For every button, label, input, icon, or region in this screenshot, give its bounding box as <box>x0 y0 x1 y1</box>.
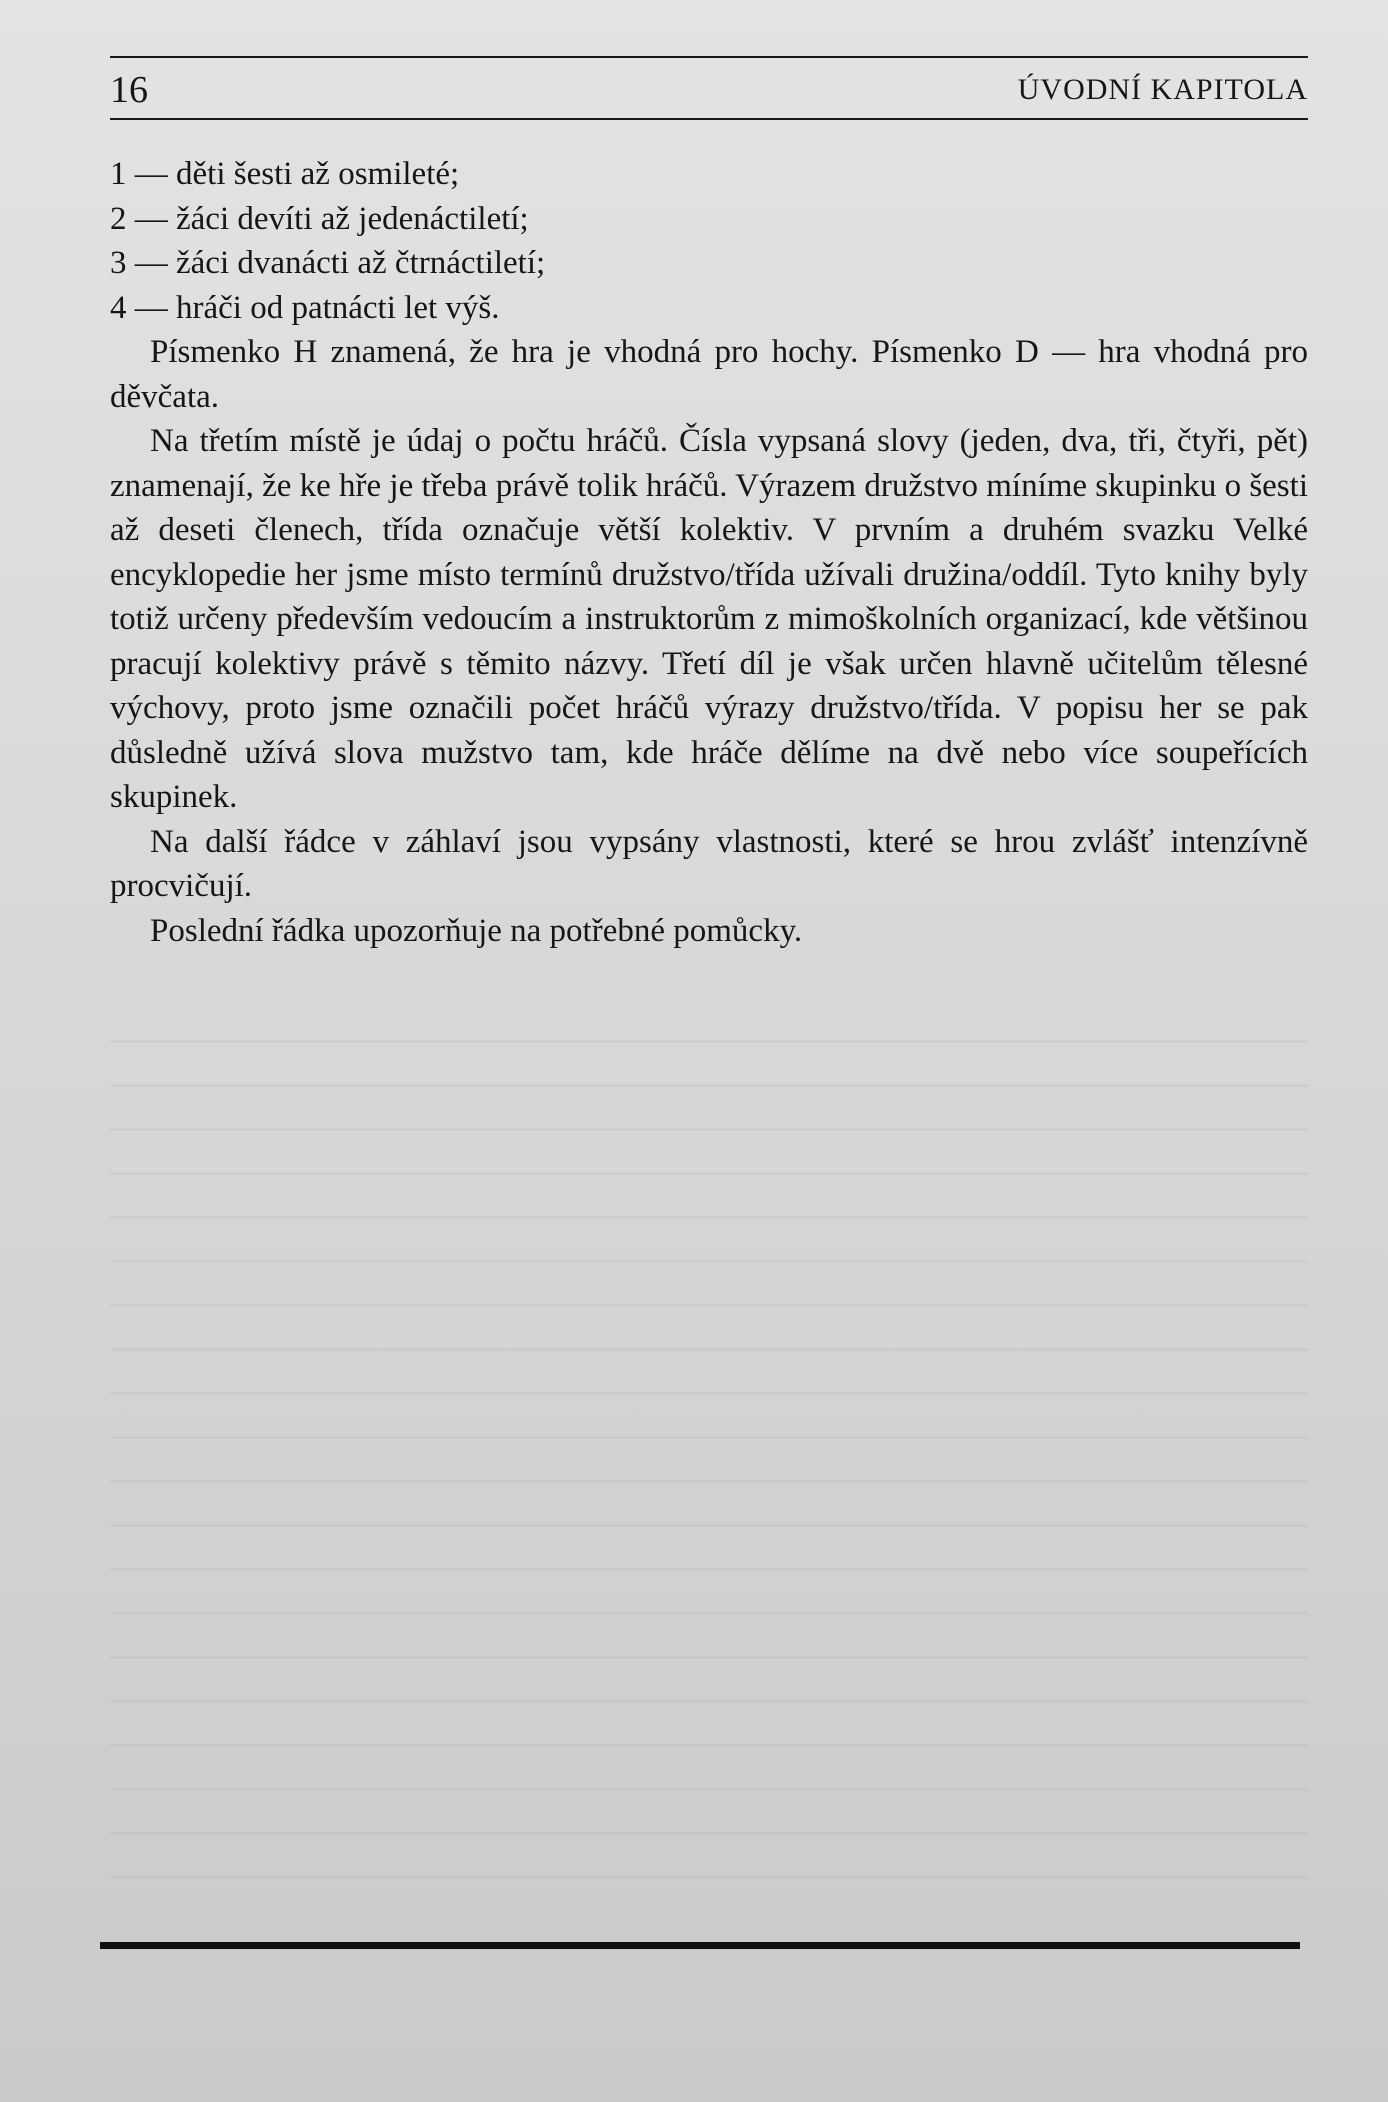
running-head: ÚVODNÍ KAPITOLA <box>1017 73 1308 106</box>
footer-rule <box>100 1942 1300 1949</box>
page-number: 16 <box>110 69 148 111</box>
page-header <box>110 64 1308 116</box>
paragraph: Poslední řádka upozorňuje na potřebné pomůcky. <box>150 912 803 949</box>
header-top-rule <box>110 56 1308 58</box>
paragraph: Na třetím místě je údaj o počtu hráčů. Čísla vypsaná slovy (jeden, dva, tři, čtyři, pět) znamenají, že ke hře je třeba právě tolik hráčů. Výrazem družstvo míníme skupinku o šesti až deseti členech, třída označuje větší kolektiv. V prvním a druhém svazku Velké encyklopedie her jsme místo termínů družstvo/třída užívali družina/oddíl. Tyto knihy byly totiž určeny především vedoucím a instruktorům z mimoškolních organizací, kde většinou pracují kolektivy právě s těmito názvy. Třetí díl je však určen hlavně učitelům tělesné výchovy, proto jsme označili počet hráčů výrazy družstvo/třída. V popisu her se pak důsledně užívá slova mužstvo tam, kde hráče dělíme na dvě nebo více soupeřících skupinek. <box>110 423 1308 815</box>
age-list-item: 4 — hráči od patnácti let výš. <box>110 289 500 326</box>
age-list-item: 3 — žáci dvanácti až čtrnáctiletí; <box>110 245 546 281</box>
paragraph: Písmenko H znamená, že hra je vhodná pro hochy. Písmenko D — hra vhodná pro děvčata. <box>110 334 1308 415</box>
age-list-item: 1 — děti šesti až osmileté; <box>110 156 460 192</box>
show-through-texture <box>110 1010 1308 1890</box>
age-list-item: 2 — žáci devíti až jedenáctiletí; <box>110 200 529 237</box>
body-text <box>110 152 1308 953</box>
header-bottom-rule <box>110 118 1308 120</box>
paragraph: Na další řádce v záhlaví jsou vypsány vlastnosti, které se hrou zvlášť intenzívně procvičují. <box>110 823 1308 904</box>
